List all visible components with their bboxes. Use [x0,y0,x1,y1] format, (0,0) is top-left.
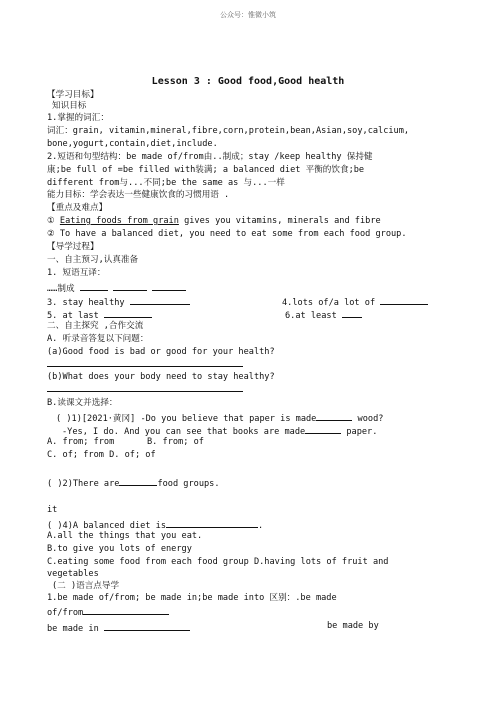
mc-question-2-stem: ( )2)There are [47,479,120,489]
answer-blank[interactable] [316,411,352,421]
question-b: (b)What does your body need to stay healthy? [47,372,275,382]
answer-blank[interactable] [83,605,169,615]
phrase-5 [47,308,466,322]
option-a-4: A.all the things that you eat. [47,531,203,541]
vocab-goal: 1.掌握的词汇： [47,113,109,123]
answer-blank[interactable] [104,308,152,318]
keypoint-1-rest: gives you vitamins, minerals and fibre [178,216,381,226]
answer-blank[interactable] [130,295,190,305]
keypoint-2: ② To have a balanced diet, you need to eat some from each food group. [47,229,407,239]
answer-line[interactable] [47,391,243,392]
answer-blank[interactable] [166,518,258,528]
language-point-1: 1.be made of/from; be made in;be made into 区别：.be made [47,593,337,603]
phrase-6 [285,308,362,322]
part-1-heading: 一、自主预习,认真准备 [47,255,139,265]
language-point-1-cont [47,605,466,619]
ability-goal: 能力目标：学会表达一些健康饮食的习惯用语 . [47,190,230,200]
section-heading-keypoints: 【重点及难点】 [47,203,108,213]
language-points-heading: (二 )语言点导学 [52,581,120,591]
answer-line[interactable] [47,366,243,367]
vocab-list: 词汇：grain, vitamin,mineral,fibre,corn,protein,bean,Asian,soy,calcium, [47,126,410,136]
keypoint-1-marker: ① [47,216,60,226]
phrase-6-text: 6.at least [285,311,337,321]
answer-blank[interactable] [305,424,341,434]
be-made-in-row [47,621,466,635]
phrase-translation-heading: 1. 短语互译： [47,268,106,278]
be-made-by-text: be made by [327,621,379,631]
part-2-heading: 二、自主探究 ,合作交流 [47,321,144,331]
mc-question-1 [56,411,466,425]
mc-question-4-stem: ( )4)A balanced diet is [47,521,166,531]
lesson-title: Lesson 3 : Good food,Good health [151,76,345,87]
page-header: 公众号：惟微小筑 [220,11,276,19]
phrase-3-text: 3. stay healthy [47,298,125,308]
mc-question-4-end: . [258,521,264,531]
section-heading-objectives: 【学习目标】 [47,90,99,100]
answer-blank[interactable] [104,621,190,631]
keypoint-1 [47,216,466,227]
keypoint-1-underlined: Eating foods from grain [59,216,179,226]
answer-blank[interactable] [80,281,108,291]
stray-text: it [47,505,58,515]
mc-question-1-cont-text: -Yes, I do. And you can see that books are made [62,427,306,437]
option-b-4: B.to give you lots of energy [47,544,192,554]
phrase-5-text: 5. at last [47,311,99,321]
mc-question-1-cont-end: paper. [341,427,378,437]
language-point-1-cont-text: of/from [47,608,84,618]
answer-blank[interactable] [380,295,428,305]
phrase-goal: 2.短语和句型结构：be made of/from由..制成；stay /keep healthy 保持健 [47,152,373,162]
listening-task: A. 听录音答复以下问题： [47,334,149,344]
knowledge-goal-label: 知识目标 [52,101,87,111]
phrase-goal-cont2: different from与...不同;be the same as 与...一样 [47,178,285,188]
option-d-4-cont: vegetables [47,569,99,579]
phrase-4 [282,295,428,309]
vocab-list-cont: bone,yogurt,contain,diet,include. [47,139,218,149]
mc-question-1-end: wood? [352,414,384,424]
option-cd-4: C.eating some food from each food group D.having lots of fruit and [47,557,389,567]
phrase-1-text: ……制成 [47,284,75,294]
mc-options-cd: C. of; from D. of; of [47,450,156,460]
answer-blank[interactable] [113,281,147,291]
section-heading-process: 【导学过程】 [47,242,99,252]
mc-question-4 [47,518,466,532]
be-made-in-text: be made in [47,624,99,634]
question-a: (a)Good food is bad or good for your health? [47,347,275,357]
phrase-1 [47,281,466,295]
answer-blank[interactable] [152,281,186,291]
mc-options-ab [47,437,466,448]
option-b: B. from; of [147,437,204,447]
mc-question-2-end: food groups. [157,479,220,489]
answer-blank[interactable] [119,476,157,486]
mc-question-1-stem: ( )1)[2021·黄冈] -Do you believe that paper is made [56,414,317,424]
answer-blank[interactable] [342,308,362,318]
phrase-goal-cont: 康;be full of =be filled with装满; a balanced diet 平衡的饮食;be [47,165,365,175]
reading-task: B.读课文并选择： [47,398,118,408]
mc-question-1-cont [62,424,466,438]
phrase-4-text: 4.lots of/a lot of [282,298,376,308]
mc-question-2 [47,476,466,490]
option-a: A. from; from [47,437,115,447]
